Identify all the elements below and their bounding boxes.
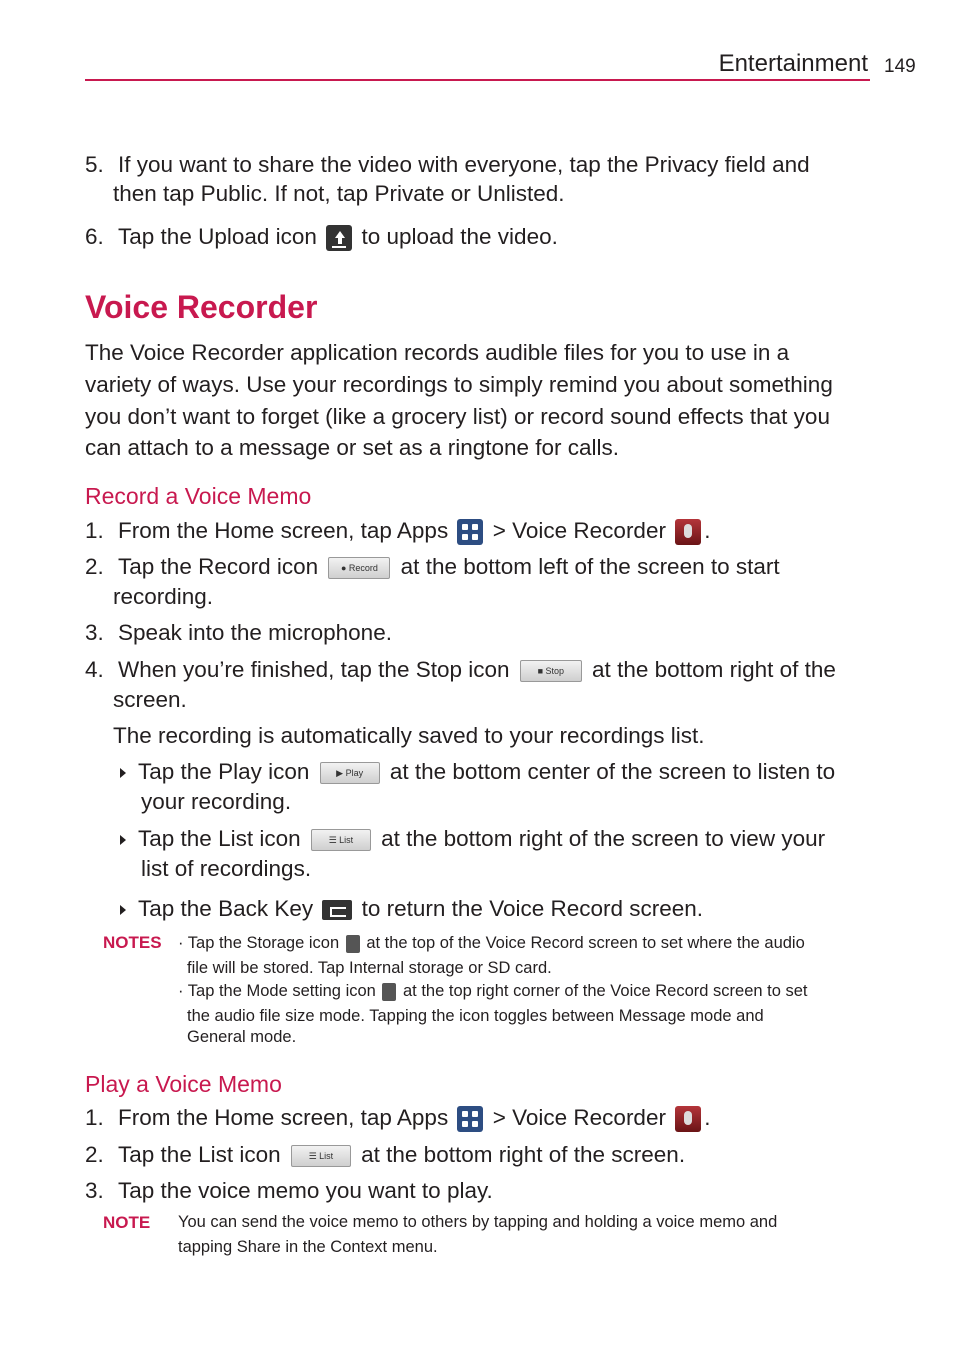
text: From the Home screen, tap: [118, 518, 397, 543]
text: at the bottom right of the screen to view your: [374, 826, 826, 851]
upload-icon: [326, 225, 352, 251]
text: Tap the: [118, 224, 199, 249]
text: Tap the: [118, 1142, 199, 1167]
step-number: 3.: [85, 1178, 104, 1203]
text: application records audible files for you to use in a: [283, 340, 790, 365]
section-title: Entertainment: [718, 50, 868, 77]
page-number: 149: [884, 56, 916, 77]
step-number: 2.: [85, 1142, 104, 1167]
text: icon: [269, 224, 324, 249]
text: tapping: [178, 1238, 237, 1256]
text: From the Home screen, tap: [118, 1105, 397, 1130]
bullet-play-cont: your recording.: [141, 789, 292, 814]
step-number: 5.: [85, 152, 104, 177]
note-body: [178, 1211, 878, 1259]
text: Speak into the microphone.: [118, 620, 392, 645]
header-divider: [85, 79, 870, 81]
term-play: Play: [218, 759, 262, 784]
step-number: 1.: [85, 518, 104, 543]
text: at the top of the Voice Record screen to set where the audio: [361, 934, 805, 952]
bullet-arrow-icon: [120, 905, 126, 915]
bullet-arrow-icon: [120, 768, 126, 778]
text: icon: [261, 759, 316, 784]
play-step-2: [85, 1139, 885, 1170]
text: Tap the voice memo you want to play.: [118, 1178, 493, 1203]
term-unlisted: Unlisted: [477, 181, 559, 206]
text: at the bottom center of the screen to listen to: [383, 759, 836, 784]
intro-paragraph: [85, 337, 885, 463]
text: field and: [718, 152, 810, 177]
text: icon: [340, 982, 381, 1000]
section-heading-play: Play a Voice Memo: [85, 1071, 282, 1097]
term-list: List: [218, 826, 254, 851]
term-privacy: Privacy: [644, 152, 719, 177]
step-number: 3.: [85, 620, 104, 645]
list-button-icon: ☰ List: [291, 1145, 351, 1167]
text: Tap the: [138, 759, 219, 784]
text: then tap: [113, 181, 201, 206]
text: icon: [270, 554, 325, 579]
text: icon: [304, 934, 344, 952]
text: The: [85, 340, 131, 365]
term-record: Record: [198, 554, 271, 579]
stop-button-icon: ■ Stop: [520, 660, 582, 682]
bullet-back: [120, 893, 890, 924]
step-5-cont: [113, 178, 893, 209]
text: to upload the video.: [355, 224, 558, 249]
text: Tap the: [138, 826, 219, 851]
text: variety of ways. Use your recordings to simply remind you about something: [85, 372, 833, 397]
text: .: [704, 518, 711, 543]
term-apps: Apps: [396, 1105, 449, 1130]
text: .: [291, 1028, 297, 1046]
record-step-4: [85, 654, 885, 685]
term-storage: Storage: [246, 934, 305, 952]
record-step-1: [85, 515, 885, 546]
term-message-mode: Message mode: [618, 1007, 732, 1025]
step-number: 2.: [85, 554, 104, 579]
play-button-icon: ▶ Play: [320, 762, 380, 784]
text: If you want to share the video with everyone, tap the: [118, 152, 645, 177]
text: >: [486, 1105, 513, 1130]
back-key-icon: [322, 900, 352, 920]
text: or: [444, 181, 477, 206]
text: to return the Voice Record screen.: [355, 896, 704, 921]
text: can attach to a message or set as a ringtone for calls.: [85, 435, 620, 460]
record-step-3: [85, 617, 885, 648]
text: You can send the voice memo to others by tapping and holding a voice memo and: [178, 1213, 778, 1231]
term-mode-setting: Mode setting: [246, 982, 341, 1000]
text: .: [558, 181, 565, 206]
term-share: Share: [236, 1238, 281, 1256]
text: · Tap the: [178, 934, 247, 952]
storage-icon: [346, 935, 360, 953]
play-step-3: [85, 1175, 885, 1206]
list-button-icon: ☰ List: [311, 829, 371, 851]
record-button-icon: ● Record: [328, 557, 390, 579]
term-voice-recorder: Voice Recorder: [512, 1105, 666, 1130]
apps-icon: [457, 519, 483, 545]
bullet-play: [120, 756, 890, 787]
section-heading-record: Record a Voice Memo: [85, 483, 312, 509]
page-title: Voice Recorder: [85, 289, 318, 325]
text: or: [463, 959, 488, 977]
step-number: 4.: [85, 657, 104, 682]
notes-body: [178, 931, 878, 1049]
text: · Tap the: [178, 982, 247, 1000]
record-step-2-cont: recording.: [113, 584, 214, 609]
text: Tap the: [118, 554, 199, 579]
step-6: [85, 221, 885, 252]
record-step-2: [85, 551, 885, 582]
text: icon: [233, 1142, 287, 1167]
text: >: [486, 518, 513, 543]
text: the audio file size mode. Tapping the icon toggles between: [187, 1007, 619, 1025]
term-voice-recorder: Voice Recorder: [130, 340, 284, 365]
text: and: [731, 1007, 764, 1025]
term-sd-card: SD card.: [487, 959, 552, 977]
voice-recorder-icon: [675, 519, 701, 545]
text: at the top right corner of the Voice Record screen to set: [398, 982, 808, 1000]
text: at the bottom right of the screen.: [354, 1142, 686, 1167]
record-step-4-cont: screen.: [113, 687, 187, 712]
term-public: Public: [200, 181, 262, 206]
text: icon: [253, 826, 307, 851]
step-number: 6.: [85, 224, 104, 249]
bullet-list-cont: list of recordings.: [141, 856, 312, 881]
step-number: 1.: [85, 1105, 104, 1130]
term-apps: Apps: [396, 518, 449, 543]
term-internal-storage: Internal storage: [349, 959, 464, 977]
term-voice-recorder: Voice Recorder: [512, 518, 666, 543]
text: in the Context menu.: [280, 1238, 438, 1256]
apps-icon: [457, 1106, 483, 1132]
play-step-1: [85, 1102, 885, 1133]
notes-label: NOTES: [103, 933, 162, 952]
text: you don’t want to forget (like a grocery list) or record sound effects that you: [85, 404, 830, 429]
text: at the bottom right of the: [585, 657, 836, 682]
text: When you’re finished, tap the: [118, 657, 416, 682]
voice-recorder-icon: [675, 1106, 701, 1132]
text: at the bottom left of the screen to start: [394, 554, 780, 579]
text: .: [704, 1105, 711, 1130]
term-list: List: [198, 1142, 234, 1167]
text: icon: [462, 657, 516, 682]
bullet-arrow-icon: [120, 835, 126, 845]
step-5: [85, 149, 885, 180]
saved-note: The recording is automatically saved to your recordings list.: [113, 723, 705, 748]
term-stop: Stop: [415, 657, 463, 682]
term-back-key: Back Key: [218, 896, 314, 921]
term-upload: Upload: [198, 224, 270, 249]
bullet-list: [120, 823, 890, 854]
note-label: NOTE: [103, 1213, 151, 1232]
text: Tap the: [138, 896, 219, 921]
term-private: Private: [374, 181, 445, 206]
mode-setting-icon: [382, 983, 396, 1001]
text: file will be stored. Tap: [187, 959, 350, 977]
text: . If not, tap: [261, 181, 375, 206]
term-general-mode: General mode: [187, 1028, 292, 1046]
